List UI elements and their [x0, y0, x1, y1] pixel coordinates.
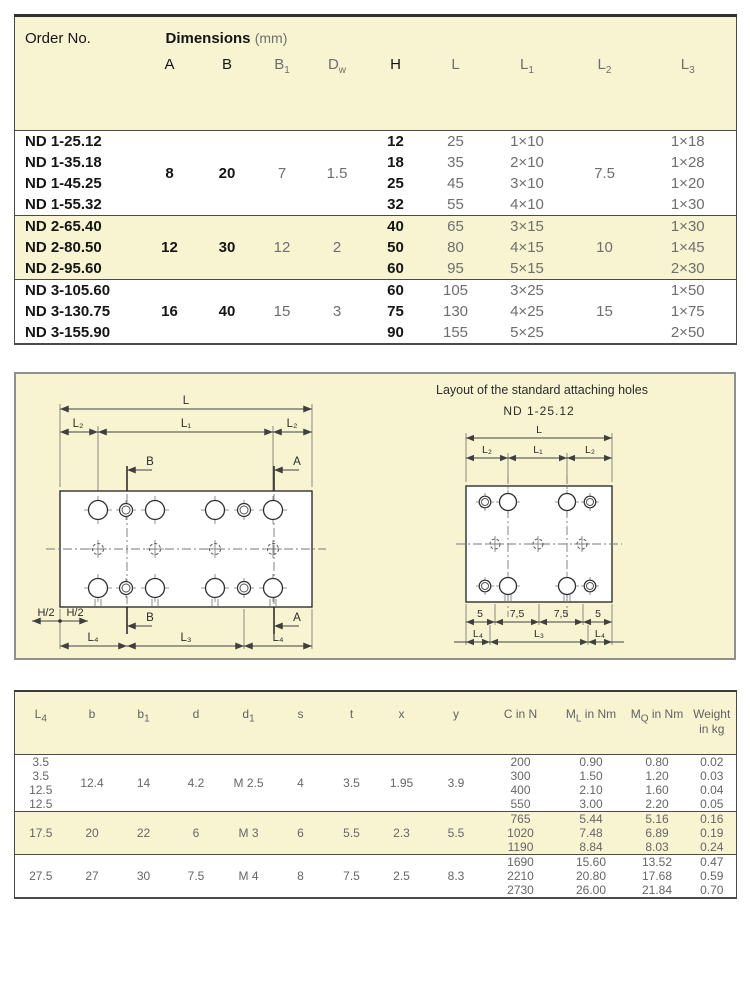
- col-header-A: A: [140, 47, 200, 131]
- mq-cell: 6.89: [627, 826, 688, 840]
- l3-cell: 1×20: [670, 175, 705, 192]
- dim-label-L4b: L₄: [272, 632, 284, 644]
- l1-cell: 2×10: [510, 154, 544, 171]
- dim-label-H2b: H/2: [66, 607, 84, 619]
- dim-label-L4: L₄: [87, 632, 99, 644]
- col-header-ML: $M_L$ in Nm: [556, 691, 627, 755]
- dimensions-label: Dimensions: [165, 30, 251, 47]
- l4-cell: 3.5: [32, 769, 50, 783]
- part-label: ND 1-25.12: [503, 404, 575, 418]
- dimensions-header: [140, 16, 737, 48]
- l-cell: 95: [427, 258, 485, 280]
- dim-label-L2b: L₂: [585, 444, 595, 456]
- ml-cell: 3.00: [579, 797, 603, 811]
- plate-nd1-drawing: [450, 379, 740, 659]
- col-header-x: x: [377, 691, 427, 755]
- dim-label-L2b: L₂: [286, 418, 298, 430]
- dim-label-L3: L₃: [533, 628, 545, 640]
- a-cell: 8: [165, 164, 174, 182]
- c-cell: 1020: [486, 826, 556, 840]
- x-cell: 2.5: [393, 869, 410, 883]
- y-cell: 8.3: [447, 869, 465, 883]
- col-header-L4: $L_4$: [15, 691, 67, 755]
- mq-cell: 1.60: [645, 783, 669, 797]
- l-cell: 155: [442, 324, 469, 341]
- c-cell: 1190: [486, 840, 556, 855]
- b-cell: 20: [67, 812, 118, 855]
- b-cell: 30: [200, 216, 255, 280]
- b1-cell: 22: [118, 812, 170, 855]
- dw-cell: 1.5: [326, 164, 348, 182]
- d1-cell: M 3: [223, 812, 275, 855]
- l-cell: 130: [442, 303, 469, 320]
- h-cell: 32: [387, 196, 404, 213]
- d1-cell: M 4: [238, 869, 259, 883]
- dim-label-L: L: [182, 395, 190, 407]
- size2-block: [15, 812, 737, 855]
- dim-label-5: 5: [477, 608, 483, 620]
- b-cell: 40: [218, 303, 236, 320]
- s-cell: 8: [297, 869, 304, 883]
- dimensions-unit: (mm): [254, 30, 288, 46]
- ml-cell: 8.84: [556, 840, 627, 855]
- s-cell: 6: [275, 812, 327, 855]
- l1-cell: 5×15: [485, 258, 570, 280]
- weight-cell: 0.03: [700, 769, 724, 783]
- a-cell: 16: [161, 303, 178, 320]
- weight-cell: 0.47: [700, 855, 724, 869]
- mq-cell: 0.80: [645, 755, 669, 769]
- l3-cell: 1×45: [640, 237, 737, 258]
- l1-cell: 4×25: [510, 303, 544, 320]
- size3-block: [15, 855, 737, 899]
- d-cell: 6: [170, 812, 223, 855]
- size1-block: [15, 755, 737, 812]
- table-row: [15, 216, 737, 238]
- section-label-B: B: [146, 456, 154, 468]
- col-header-Dw: $D_w$: [310, 47, 365, 131]
- order-cell: ND 1-25.12: [25, 133, 102, 150]
- col-header-d: d: [170, 691, 223, 755]
- h-cell: 12: [387, 133, 404, 150]
- l-cell: 35: [447, 154, 464, 171]
- table-row: [15, 812, 737, 827]
- l-cell: 80: [427, 237, 485, 258]
- l1-cell: 4×10: [510, 196, 544, 213]
- a-cell: 12: [140, 216, 200, 280]
- weight-cell: 0.02: [700, 755, 724, 769]
- l2-cell: 10: [570, 216, 640, 280]
- h-cell: 60: [365, 258, 427, 280]
- nd2-block: [15, 216, 737, 280]
- b1-cell: 14: [136, 776, 151, 790]
- order-cell: ND 1-45.25: [25, 175, 102, 192]
- b1-cell: 30: [136, 869, 151, 883]
- l3-cell: 1×30: [640, 216, 737, 238]
- weight-cell: 0.19: [688, 826, 737, 840]
- l4-cell: 12.5: [29, 783, 53, 797]
- ml-cell: 26.00: [575, 883, 607, 897]
- weight-cell: 0.59: [700, 869, 724, 883]
- c-cell: 765: [486, 812, 556, 827]
- dw-cell: 2: [310, 216, 365, 280]
- ml-cell: 2.10: [579, 783, 603, 797]
- l1-cell: 5×25: [510, 324, 544, 341]
- col-header-weight: Weight in kg: [688, 691, 737, 755]
- col-header-B: B: [200, 47, 255, 131]
- l1-cell: 3×10: [510, 175, 544, 192]
- dim-label-L2: L₂: [482, 444, 492, 456]
- y-cell: 5.5: [427, 812, 486, 855]
- weight-cell: 0.24: [688, 840, 737, 855]
- plate-front-drawing: [16, 374, 436, 658]
- c-cell: 400: [510, 783, 531, 797]
- l2-cell: 15: [596, 303, 613, 320]
- section-label-B-bottom: B: [146, 612, 154, 624]
- weight-cell: 0.05: [700, 797, 724, 811]
- col-header-L1: $L_1$: [485, 47, 570, 131]
- l-cell: 55: [447, 196, 464, 213]
- mq-cell: 5.16: [627, 812, 688, 827]
- dw-cell: 3: [332, 303, 342, 320]
- c-cell: 2730: [507, 883, 534, 897]
- weight-cell: 0.04: [700, 783, 724, 797]
- t-cell: 3.5: [343, 776, 360, 790]
- table-row: [15, 755, 737, 770]
- t-cell: 7.5: [343, 869, 360, 883]
- mq-cell: 1.20: [645, 769, 669, 783]
- l-cell: 105: [442, 282, 469, 299]
- c-cell: 1690: [507, 855, 534, 869]
- ml-cell: 7.48: [556, 826, 627, 840]
- t-cell: 5.5: [327, 812, 377, 855]
- l1-cell: 3×15: [485, 216, 570, 238]
- weight-cell: 0.70: [700, 883, 724, 897]
- mq-cell: 8.03: [627, 840, 688, 855]
- b1-cell: 15: [273, 303, 291, 320]
- b-cell: 12.4: [80, 776, 104, 790]
- table-row: [15, 855, 737, 870]
- l4-cell: 3.5: [32, 755, 50, 769]
- dim-label-L4b: L₄: [594, 628, 606, 640]
- y-cell: 3.9: [447, 776, 465, 790]
- c-cell: 550: [510, 797, 531, 811]
- section-label-A: A: [293, 456, 301, 468]
- ml-cell: 0.90: [579, 755, 603, 769]
- l3-cell: 1×75: [670, 303, 705, 320]
- col-header-t: t: [327, 691, 377, 755]
- l-cell: 65: [427, 216, 485, 238]
- ml-cell: 15.60: [575, 855, 607, 869]
- b-cell: 27: [85, 869, 99, 883]
- order-cell: ND 2-65.40: [15, 216, 140, 238]
- attaching-holes-figure: [14, 372, 736, 660]
- table-row: [15, 131, 737, 153]
- l3-cell: 2×30: [640, 258, 737, 280]
- mq-cell: 21.84: [641, 883, 673, 897]
- l1-cell: 1×10: [510, 133, 544, 150]
- col-header-d1: $d_1$: [223, 691, 275, 755]
- h-cell: 25: [387, 175, 404, 192]
- col-header-s: s: [275, 691, 327, 755]
- load-data-table: [14, 690, 737, 899]
- dim-label-L1: L₁: [180, 418, 192, 430]
- h-cell: 75: [387, 303, 404, 320]
- l1-cell: 4×15: [485, 237, 570, 258]
- col-header-B1: $B_1$: [255, 47, 310, 131]
- b1-cell: 12: [255, 216, 310, 280]
- order-cell: ND 2-95.60: [15, 258, 140, 280]
- order-cell: ND 3-105.60: [25, 282, 111, 299]
- table-row: [15, 280, 737, 302]
- weight-cell: 0.16: [688, 812, 737, 827]
- l3-cell: 1×30: [670, 196, 705, 213]
- order-cell: ND 1-55.32: [25, 196, 102, 213]
- order-dimensions-table: [14, 14, 737, 345]
- d-cell: 4.2: [187, 776, 205, 790]
- col-header-b: b: [67, 691, 118, 755]
- figure-caption: Layout of the standard attaching holes: [436, 383, 648, 397]
- x-cell: 2.3: [377, 812, 427, 855]
- col-header-C: C in N: [486, 691, 556, 755]
- l-cell: 25: [447, 133, 464, 150]
- col-header-b1: $b_1$: [118, 691, 170, 755]
- section-label-A-bottom: A: [293, 612, 301, 624]
- h-cell: 50: [365, 237, 427, 258]
- order-cell: ND 2-80.50: [15, 237, 140, 258]
- b-cell: 20: [218, 164, 236, 182]
- mq-cell: 17.68: [641, 869, 673, 883]
- l3-cell: 2×50: [670, 324, 705, 341]
- c-cell: 200: [510, 755, 531, 769]
- h-cell: 18: [387, 154, 404, 171]
- h-cell: 90: [387, 324, 404, 341]
- nd3-block: [15, 280, 737, 345]
- dim-label-L2: L₂: [72, 418, 84, 430]
- mq-cell: 13.52: [641, 855, 673, 869]
- dim-label-L1: L₁: [533, 444, 543, 456]
- ml-cell: 20.80: [575, 869, 607, 883]
- order-cell: ND 3-155.90: [25, 324, 111, 341]
- h-cell: 60: [387, 282, 404, 299]
- s-cell: 4: [297, 776, 304, 790]
- c-cell: 300: [510, 769, 531, 783]
- dim-label-L3: L₃: [180, 632, 192, 644]
- col-header-L2: $L_2$: [570, 47, 640, 131]
- col-header-L: L: [427, 47, 485, 131]
- dim-label-H2: H/2: [37, 607, 55, 619]
- h-cell: 40: [365, 216, 427, 238]
- l3-cell: 1×28: [670, 154, 705, 171]
- col-header-y: y: [427, 691, 486, 755]
- dim-label-5b: 5: [595, 608, 601, 620]
- l3-cell: 1×18: [670, 133, 705, 150]
- l4-cell: 17.5: [15, 812, 67, 855]
- order-no-header: Order No.: [15, 16, 140, 131]
- l1-cell: 3×25: [510, 282, 544, 299]
- b1-cell: 7: [277, 164, 287, 182]
- mq-cell: 2.20: [645, 797, 669, 811]
- l4-cell: 12.5: [29, 797, 53, 811]
- col-header-L3: $L_3$: [640, 47, 737, 131]
- dim-label-75b: 7,5: [553, 608, 569, 620]
- l-cell: 45: [447, 175, 464, 192]
- l2-cell: 7.5: [594, 164, 615, 182]
- l3-cell: 1×50: [670, 282, 705, 299]
- dim-label-L: L: [536, 424, 542, 436]
- d1-cell: M 2.5: [233, 776, 264, 790]
- ml-cell: 1.50: [579, 769, 603, 783]
- order-cell: ND 3-130.75: [25, 303, 111, 320]
- ml-cell: 5.44: [556, 812, 627, 827]
- order-cell: ND 1-35.18: [25, 154, 102, 171]
- c-cell: 2210: [507, 869, 534, 883]
- l4-cell: 27.5: [29, 869, 53, 883]
- col-header-MQ: $M_Q$ in Nm: [627, 691, 688, 755]
- d-cell: 7.5: [187, 869, 205, 883]
- nd1-block: [15, 131, 737, 216]
- col-header-H: H: [365, 47, 427, 131]
- x-cell: 1.95: [389, 776, 414, 790]
- dim-label-75: 7,5: [509, 608, 525, 620]
- dim-label-L4: L₄: [472, 628, 484, 640]
